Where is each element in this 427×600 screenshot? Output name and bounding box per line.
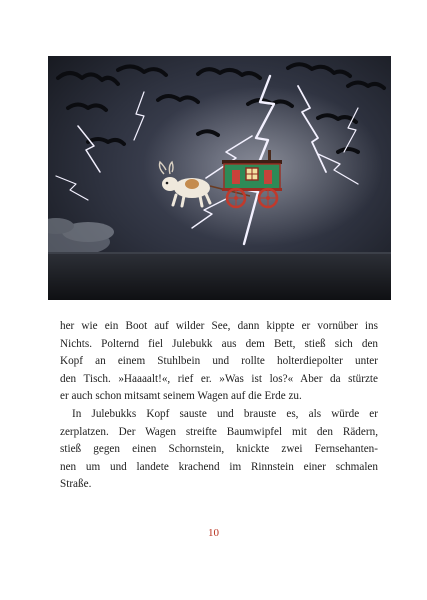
story-text bbox=[60, 318, 378, 494]
text-line: den Tisch. »Haaaalt!«, rief er. »Was ist los?« Aber da stürzte bbox=[60, 372, 378, 385]
page-number: 10 bbox=[208, 527, 219, 539]
text-line: Nichts. Polternd fiel Julebukk aus dem Bett, stieß sich den bbox=[60, 337, 378, 350]
text-line: In Julebukks Kopf sauste und brauste es, als würde er bbox=[72, 407, 378, 420]
text-line: stieß gegen einen Schornstein, knickte zwei Fernsehanten- bbox=[60, 443, 378, 456]
paragraph-1 bbox=[60, 318, 378, 406]
text-line: zerplatzen. Der Wagen streifte Baumwipfel mit den Rädern, bbox=[60, 425, 378, 438]
text-line: her wie ein Boot auf wilder See, dann kippte er vornüber ins bbox=[60, 320, 378, 332]
text-line: Straße. bbox=[60, 478, 92, 491]
paragraph-2 bbox=[60, 406, 378, 494]
storm-illustration bbox=[48, 56, 391, 300]
dark-ground bbox=[48, 254, 391, 300]
text-line: Kopf an einem Stuhlbein und rollte holterdiepolter unter bbox=[60, 355, 378, 368]
text-line: nen um und landete krachend im Rinnstein einer schmalen bbox=[60, 460, 378, 473]
text-line: er auch schon mitsamt seinem Wagen auf die Erde zu. bbox=[60, 390, 302, 403]
